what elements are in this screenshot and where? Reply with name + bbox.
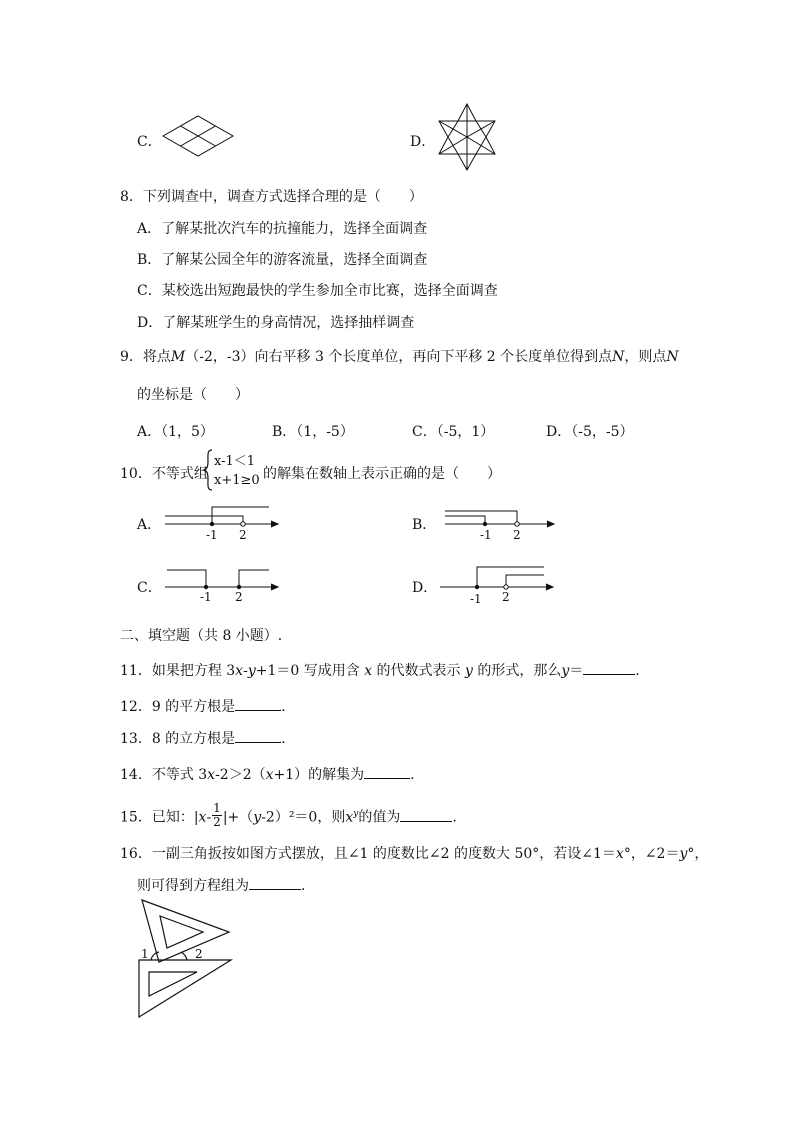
q14-answer-blank (364, 777, 410, 779)
q9-point-n: N (612, 349, 625, 365)
q9-stem (120, 346, 679, 366)
q9-option-c: C．（-5，1） (412, 424, 495, 440)
q10-stem-post: 的解集在数轴上表示正确的是（ ） (263, 466, 501, 482)
q8-stem: 8．下列调查中，调查方式选择合理的是（ ） (120, 189, 423, 205)
q15-end: . (452, 809, 457, 826)
q13-answer-blank (235, 741, 281, 743)
q12-answer-blank (235, 709, 281, 711)
q15-exponent: y (353, 808, 359, 819)
q10-option-d-tick-2: 2 (502, 590, 510, 604)
q10-option-a-number-line (165, 504, 285, 528)
q10-inequality-1: x-1＜1 (214, 454, 256, 469)
q15 (120, 801, 457, 831)
q10-option-d-tick-neg1: -1 (470, 592, 482, 606)
q10-option-b-tick-2: 2 (513, 528, 521, 542)
q11-y2: y (465, 663, 473, 679)
q10-option-c-number-line (165, 567, 285, 591)
q14-end: . (410, 767, 415, 783)
q8-option-a: A．了解某批次汽车的抗撞能力，选择全面调查 (137, 221, 428, 237)
q15-base: x (345, 809, 354, 826)
q16-mid: °，∠2＝ (623, 846, 680, 862)
q11-mid3: 的形式，那么 (477, 663, 562, 679)
q10-inequality-2: x+1≥0 (214, 473, 260, 488)
q16-line1 (120, 843, 708, 863)
q11-end: . (635, 663, 640, 679)
q11-x1: x (235, 663, 244, 679)
q7-option-d-label: D． (410, 134, 436, 150)
q10-option-c-label: C． (137, 580, 162, 596)
q11-mid2: 的代数式表示 (376, 663, 461, 679)
q11-x2: x (364, 663, 373, 679)
q14-pre: 14．不等式 3 (120, 767, 208, 783)
q9-option-b: B．（1，-5） (272, 424, 354, 440)
q15-fraction-den: 2 (213, 815, 221, 829)
q11 (120, 660, 640, 680)
q16-post: °， (687, 846, 709, 862)
q11-pre: 11．如果把方程 3 (120, 663, 236, 679)
q15-answer-blank (400, 820, 452, 822)
q14 (120, 764, 415, 784)
q14-x2: x (265, 767, 274, 783)
q10-system-brace (203, 449, 213, 491)
q16-angle-label-2: 2 (195, 947, 203, 961)
q13-end: . (281, 731, 286, 747)
q7-option-c-rhombus-figure (163, 116, 243, 156)
q16-line2-text: 则可得到方程组为 (137, 878, 249, 894)
q10-option-c-tick-2: 2 (235, 590, 243, 604)
q15-minus: - (206, 809, 212, 826)
q8-option-c: C．某校选出短跑最快的学生参加全市比赛，选择全面调查 (137, 283, 498, 299)
q16-y: y (679, 846, 688, 862)
section-2-title: 二、填空题（共 8 小题）. (120, 628, 283, 644)
q14-x1: x (207, 767, 216, 783)
q8-option-d: D．了解某班学生的身高情况，选择抽样调查 (137, 315, 415, 331)
q16-set-squares-figure (137, 898, 247, 1023)
q9-stem-mid: 向右平移 3 个长度单位，再向下平移 2 个长度单位得到点 (254, 349, 613, 365)
q16-line1-text: 16．一副三角扳按如图方式摆放，且∠1 的度数比∠2 的度数大 50°，若设∠1＝ (120, 846, 616, 862)
q16-answer-blank (249, 888, 301, 890)
q9-point-n2: N (666, 349, 679, 365)
q10-option-c-tick-neg1: -1 (200, 590, 212, 604)
q13-text: 13．8 的立方根是 (120, 731, 236, 747)
q9-point-m: M (170, 349, 186, 365)
q10-option-b-number-line (445, 504, 565, 528)
q15-y: y (253, 809, 262, 826)
q7-option-d-star-figure (436, 104, 506, 170)
q16-angle-label-1: 1 (141, 947, 149, 961)
q10-option-b-label: B． (412, 517, 437, 533)
q9-stem-post: ，则点 (624, 349, 667, 365)
q10-option-a-tick-2: 2 (239, 528, 247, 542)
q10-stem-pre: 10．不等式组 (120, 466, 208, 482)
q9-stem-pre: 9．将点 (120, 349, 171, 365)
q7-option-c-label: C． (137, 134, 162, 150)
q11-y1: y (247, 663, 256, 679)
q15-pre: 15．已知：| (120, 809, 199, 826)
q15-post: -2）²＝0，则 (261, 809, 346, 826)
q16-end: . (301, 878, 306, 894)
q11-minus: - (243, 663, 248, 679)
q14-post: +1）的解集为 (273, 767, 365, 783)
q10-option-a-tick-neg1: -1 (206, 528, 218, 542)
q15-mid: |+（ (222, 809, 254, 826)
q15-fraction-num: 1 (213, 801, 221, 815)
q12-text: 12．9 的平方根是 (120, 699, 236, 715)
q9-option-a: A．（1，5） (137, 424, 214, 440)
q13 (120, 728, 286, 748)
q11-y3: y (561, 663, 570, 679)
q10-option-d-label: D． (412, 580, 438, 596)
q12 (120, 696, 286, 716)
q15-x: x (198, 809, 207, 826)
q12-end: . (281, 699, 286, 715)
q9-option-d: D．（-5，-5） (546, 424, 634, 440)
q11-post: ＝ (569, 663, 584, 679)
q16-x: x (615, 846, 624, 862)
q15-fraction (212, 802, 222, 829)
q11-answer-blank (583, 673, 635, 675)
q11-mid1: +1＝0 写成用含 (255, 663, 360, 679)
q8-option-b: B．了解某公园全年的游客流量，选择全面调查 (137, 252, 428, 268)
q10-option-a-label: A． (137, 517, 162, 533)
q16-line2 (137, 875, 305, 895)
q10-option-b-tick-neg1: -1 (480, 528, 492, 542)
q9-coord-m: （-2，-3） (185, 349, 255, 365)
q10-option-d-number-line (440, 563, 560, 591)
q15-post2: 的值为 (358, 809, 401, 826)
q14-mid: -2＞2（ (215, 767, 266, 783)
q9-stem-line2: 的坐标是（ ） (137, 387, 249, 403)
